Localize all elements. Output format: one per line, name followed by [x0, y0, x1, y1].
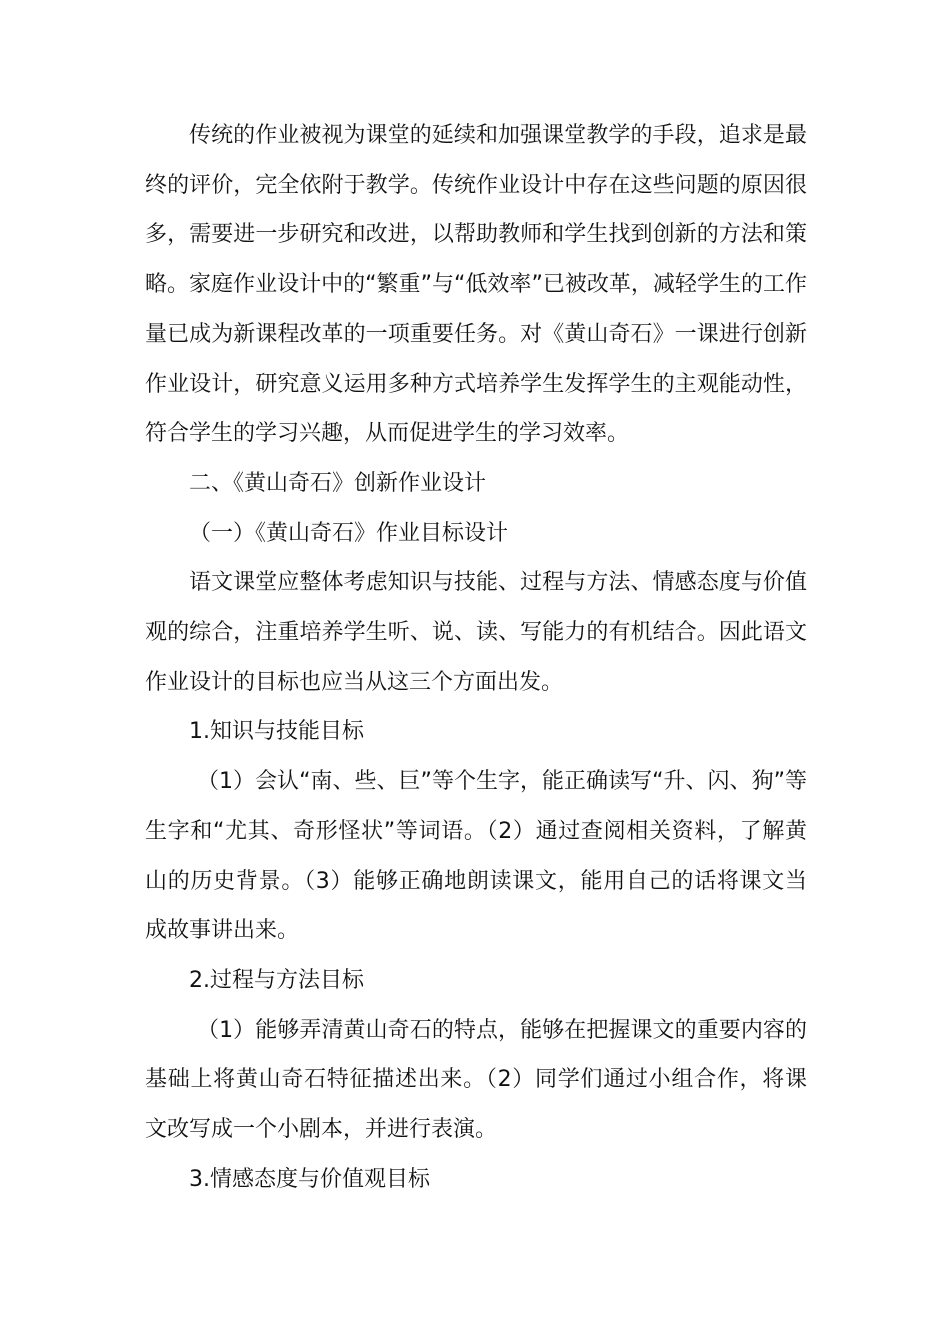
section-heading: 二、《黄山奇石》创新作业设计: [189, 470, 487, 496]
paragraph-intro: 传统的作业被视为课堂的延续和加强课堂教学的手段，追求是最终的评价，完全依附于教学。传统作业设计中存在这些问题的原因很多，需要进一步研究和改进，以帮助教师和学生找到创新的方法和策略。家庭作业设计中的“繁重”与“低效率”已被改革，减轻学生的工作量已成为新课程改革的一项重要任务。对《黄山奇石》一课进行创新作业设计，研究意义运用多种方式培养学生发挥学生的主观能动性，符合学生的学习兴趣，从而促进学生的学习效率。: [145, 123, 807, 447]
document-body: [145, 111, 807, 1204]
goal-heading-knowledge: 1.知识与技能目标: [189, 719, 364, 745]
paragraph-process: （1）能够弄清黄山奇石的特点，能够在把握课文的重要内容的基础上将黄山奇石特征描述出来。（2）同学们通过小组合作，将课文改写成一个小剧本，并进行表演。: [145, 1017, 807, 1143]
goal-heading-process: 2.过程与方法目标: [189, 967, 364, 993]
paragraph-knowledge: （1）会认“南、些、巨”等个生字，能正确读写“升、闪、狗”等生字和“尤其、奇形怪状”等词语。（2）通过查阅相关资料，了解黄山的历史背景。（3）能够正确地朗读课文，能用自己的话将课文当成故事讲出来。: [145, 769, 807, 944]
goal-heading-values: 3.情感态度与价值观目标: [189, 1166, 430, 1192]
paragraph-goals: 语文课堂应整体考虑知识与技能、过程与方法、情感态度与价值观的综合，注重培养学生听、说、读、写能力的有机结合。因此语文作业设计的目标也应当从这三个方面出发。: [145, 570, 807, 695]
subsection-heading: （一）《黄山奇石》作业目标设计: [189, 520, 509, 546]
